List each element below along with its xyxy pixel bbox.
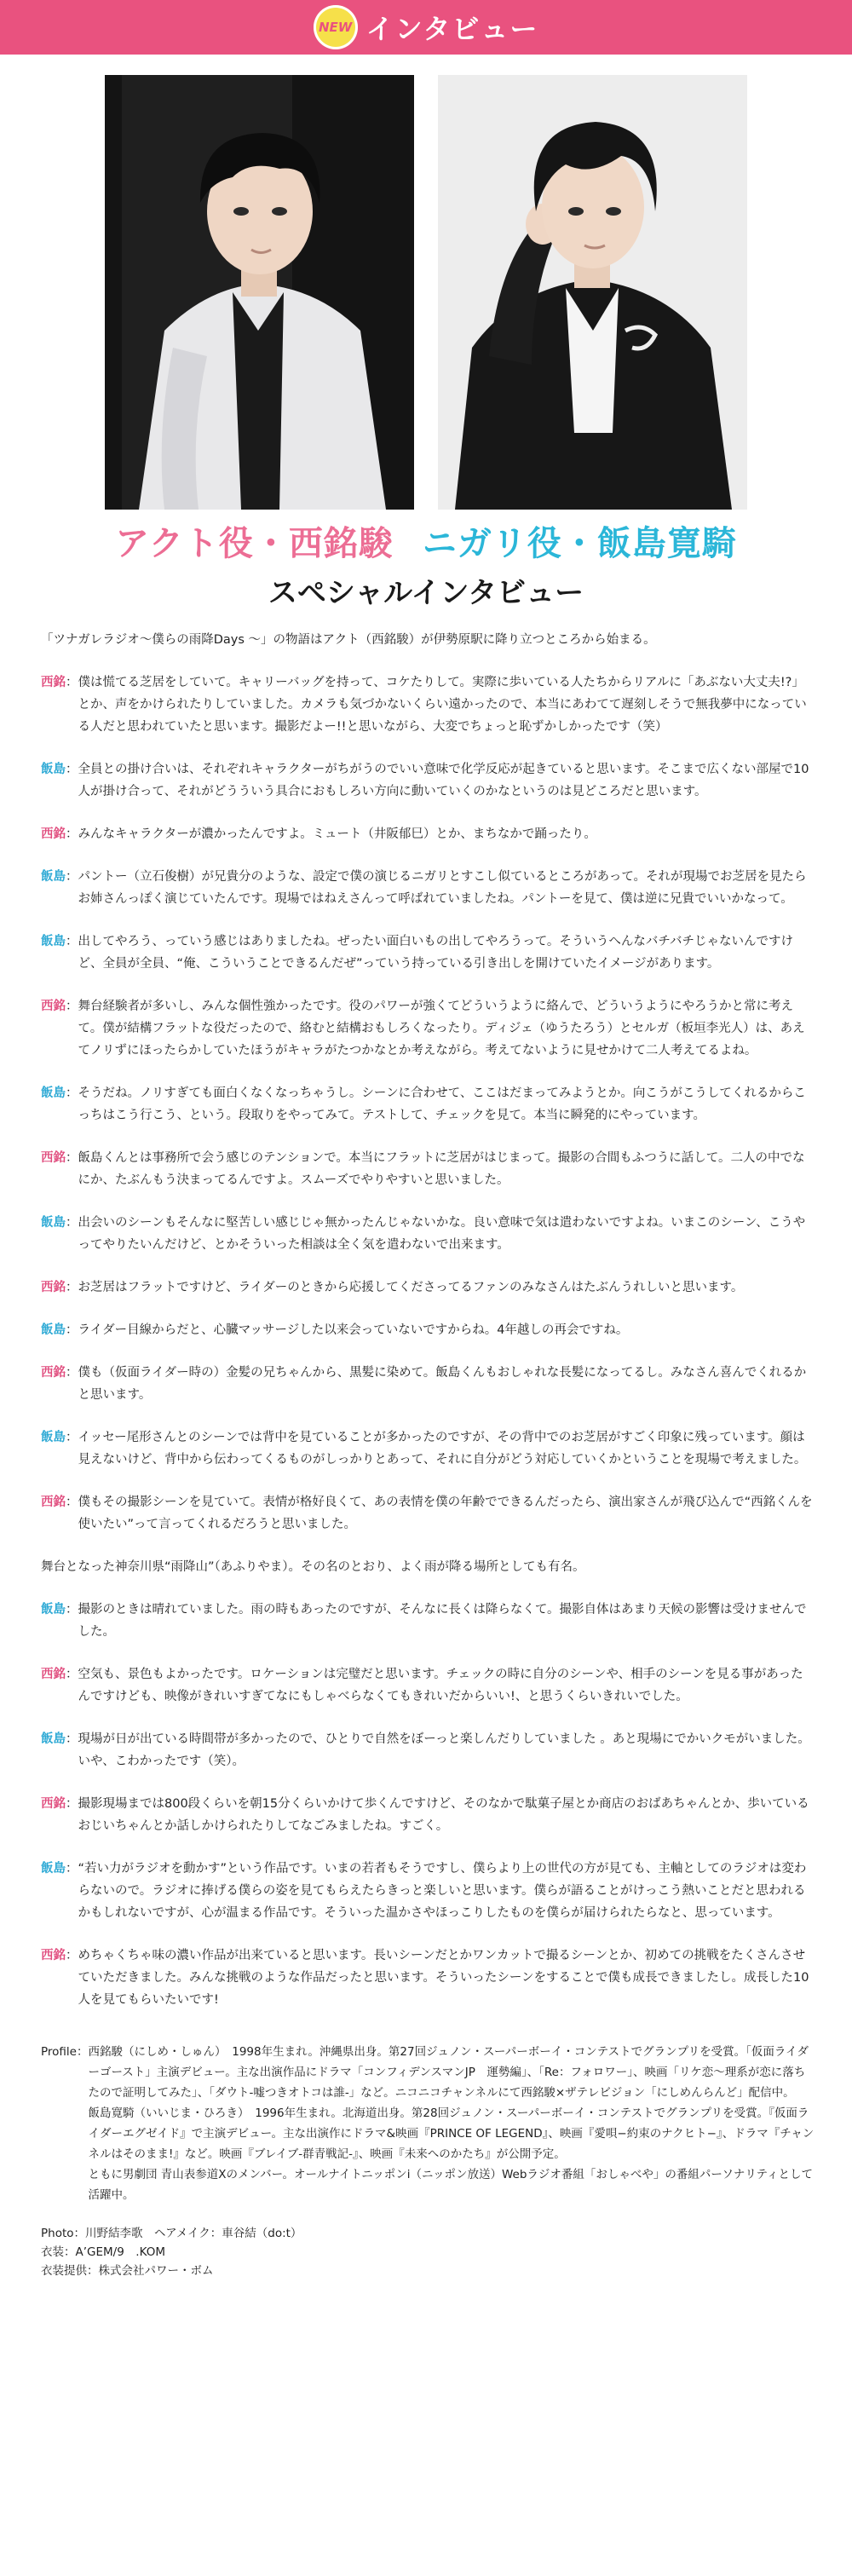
- answer-text: 出会いのシーンもそんなに堅苦しい感じじゃ無かったんじゃないかな。良い意味で気は遣わないですよね。いまこのシーン、こうやってやりたいんだけど、とかそういった相談は全く気を遣わないで出来ます。: [78, 1216, 806, 1252]
- speaker-label: 飯島: [41, 935, 66, 948]
- answer-text: イッセー尾形さんとのシーンでは背中を見ていることが多かったのですが、その背中でのお芝居がすごく印象に残っています。顔は見えないけど、背中から伝わってくるものがしっかりとあって、それに自分がどう対応していくかということを現場で考えました。: [78, 1431, 807, 1467]
- qa-item: [41, 1858, 815, 1924]
- credit-line: Photo：川野結李歌 ヘアメイク：車谷結（do:t）: [41, 2227, 302, 2240]
- speaker-label: 西銘: [41, 1151, 66, 1165]
- qa-item: [41, 1212, 815, 1256]
- qa-item: [41, 823, 815, 845]
- profile-block: [41, 2042, 815, 2205]
- speaker-label: 飯島: [41, 1216, 66, 1230]
- section-header: [0, 0, 852, 55]
- speaker-label: 西銘: [41, 1797, 66, 1811]
- speaker-colon: ：: [66, 827, 78, 841]
- answer-text: そうだね。ノリすぎても面白くなくなっちゃうし。シーンに合わせて、ここはだまってみようとか。向こうがこうしてくれるからこっちはこう行こう、という。段取りをやってみて。テストして、チェックを見て。本当に瞬発的にやっています。: [78, 1086, 806, 1122]
- speaker-label: 西銘: [41, 1668, 66, 1681]
- speaker-label: 飯島: [41, 1431, 66, 1444]
- qa-item: [41, 866, 815, 910]
- speaker-label: 西銘: [41, 1949, 66, 1962]
- speaker-label: 西銘: [41, 1495, 66, 1509]
- qa-item: [41, 1319, 815, 1341]
- qa-item: [41, 931, 815, 975]
- qa-item: [41, 995, 815, 1062]
- answer-text: 僕もその撮影シーンを見ていて。表情が格好良くて、あの表情を僕の年齢でできるんだったら、演出家さんが飛び込んで“西銘くんを使いたい”って言ってくれるだろうと思いました。: [78, 1495, 813, 1531]
- speaker-label: 飯島: [41, 1603, 66, 1616]
- speaker-colon: ：: [66, 1603, 78, 1616]
- header-inner: [314, 5, 539, 49]
- qa-item: [41, 671, 815, 738]
- hero-photos: [105, 75, 747, 510]
- speaker-colon: ：: [66, 1495, 78, 1509]
- answer-text: 現場が日が出ている時間帯が多かったので、ひとりで自然をぼーっと楽しんだりしていました 。あと現場にでかいクモがいました。いや、こわかったです（笑）。: [78, 1732, 810, 1768]
- speaker-label: 西銘: [41, 1366, 66, 1380]
- answer-text: みんなキャラクターが濃かったんですよ。ミュート（井阪郁巳）とか、まちなかで踊ったり。: [78, 827, 596, 841]
- answer-text: 舞台経験者が多いし、みんな個性強かったです。役のパワーが強くてどういうように絡んで、どういうようにやろうかと常に考えて。僕が結構フラットな役だったので、絡むと結構おもしろくなったり。ディジェ（ゆうたろう）とセルガ（板垣李光人）は、あえてノリずにほったらかしていたほうがキャラがたつかなとか考えながら。考えてないように見せかけて二人考えてるよね。: [78, 1000, 805, 1057]
- photo-iijima: [438, 75, 747, 510]
- speaker-colon: ：: [66, 935, 78, 948]
- credits-block: [41, 2224, 815, 2280]
- profile-body: [88, 2042, 815, 2205]
- speaker-label: 飯島: [41, 1732, 66, 1746]
- speaker-colon: ：: [66, 1000, 78, 1013]
- speaker-label: 西銘: [41, 827, 66, 841]
- qa-item: [41, 1663, 815, 1708]
- portrait-illustration-left: [105, 75, 414, 510]
- speaker-colon: ：: [66, 1797, 78, 1811]
- answer-text: “若い力がラジオを動かす”という作品です。いまの若者もそうですし、僕らより上の世代の方が見ても、主軸としてのラジオは変わらないので。ラジオに捧げる僕らの姿を見てもらえたらきっと楽しいと思います。僕らが語ることがけっこう熱いことだと思われるかもしれないですが、心が温まる作品です。そういった温かさやほっこりしたものを僕らが届けられたらなと、思っています。: [78, 1862, 807, 1920]
- speaker-colon: ：: [66, 1216, 78, 1230]
- profile-label: Profile：: [41, 2045, 89, 2059]
- speaker-colon: ：: [66, 1668, 78, 1681]
- answer-text: ライダー目線からだと、心臓マッサージした以来会っていないですからね。4年越しの再会ですね。: [78, 1323, 629, 1337]
- speaker-label: 西銘: [41, 1000, 66, 1013]
- speaker-label: 飯島: [41, 763, 66, 776]
- qa-item: [41, 1491, 815, 1536]
- interlude-paragraph: 舞台となった神奈川県“雨降山”（あふりやま）。その名のとおり、よく雨が降る場所としても有名。: [41, 1560, 585, 1574]
- qa-item: [41, 1728, 815, 1772]
- answer-text: 僕は慌てる芝居をしていて。キャリーバッグを持って、コケたりして。実際に歩いている人たちからリアルに「あぶない大丈夫!?」とか、声をかけられたりしていました。カメラも気づかないくらい遠かったので、本当にあわてて遅刻しそうで無我夢中になっている人だと思われていたと思います。撮影だよー!!と思いながら、大変でちょっと恥ずかしかったです（笑）: [78, 676, 807, 734]
- qa-item: [41, 1426, 815, 1471]
- answer-text: 空気も、景色もよかったです。ロケーションは完璧だと思います。チェックの時に自分のシーンや、相手のシーンを見る事があったんですけども、映像がきれいすぎてなにもしゃべらなくてもきれいだからいい!、と思うくらいきれいでした。: [78, 1668, 803, 1703]
- role-heading: [0, 516, 852, 565]
- speaker-colon: ：: [66, 1862, 78, 1876]
- role-iijima: ニガリ役・飯島寛騎: [422, 524, 737, 563]
- answer-text: めちゃくちゃ味の濃い作品が出来ていると思います。長いシーンだとかワンカットで撮るシーンとか、初めての挑戦をたくさんさせていただきました。みんな挑戦のような作品だったと思います。そういったシーンをすることで僕も成長できましたし。成長した10人を見てもらいたいです!: [78, 1949, 809, 2007]
- portrait-illustration-right: [438, 75, 747, 510]
- speaker-colon: ：: [66, 1431, 78, 1444]
- answer-text: 出してやろう、っていう感じはありましたね。ぜったい面白いもの出してやろうって。そういうへんなバチバチじゃないんですけど、全員が全員、“俺、こういうことできるんだぜ”っていう持っている引き出しを開けていたイメージがあります。: [78, 935, 794, 971]
- speaker-label: 西銘: [41, 1281, 66, 1294]
- speaker-label: 飯島: [41, 1862, 66, 1876]
- speaker-label: 飯島: [41, 870, 66, 884]
- special-interview-title: スペシャルインタビュー: [268, 576, 584, 610]
- speaker-colon: ：: [66, 763, 78, 776]
- speaker-colon: ：: [66, 1949, 78, 1962]
- answer-text: 僕も（仮面ライダー時の）金髪の兄ちゃんから、黒髪に染めて。飯島くんもおしゃれな長髪になってるし。みなさん喜んでくれるかと思います。: [78, 1366, 807, 1402]
- qa-item: [41, 758, 815, 803]
- profile-iijima: 飯島寛騎（いいじま・ひろき） 1996年生まれ。北海道出身。第28回ジュノン・スーパーボーイ・コンテストでグランプリを受賞。『仮面ライダーエグゼイド』で主演デビュー。主な出演作にドラマ&映画『PRINCE OF LEGEND』、映画『愛唄−約束のナクヒト−』、ドラマ『チャンネルはそのまま!』など。映画『ブレイブ-群青戦記-』、映画『未来へのかたち』が公開予定。: [88, 2106, 815, 2161]
- credit-line: 衣装：A’GEM/9 .KOM: [41, 2245, 165, 2259]
- qa-item: [41, 1945, 815, 2011]
- profile-nishime: 西銘駿（にしめ・しゅん） 1998年生まれ。沖縄県出身。第27回ジュノン・スーパーボーイ・コンテストでグランプリを受賞。「仮面ライダーゴースト」主演デビュー。主な出演作品にドラマ「コンフィデンスマンJP 運勢編」、「Re：フォロワー」、映画「リケ恋〜理系が恋に落ちたので証明してみた」、「ダウト-嘘つきオトコは誰-」など。ニコニコチャンネルにて西銘駿×ザテレビジョン「にしめんらんど」配信中。: [88, 2045, 809, 2100]
- speaker-colon: ：: [66, 1086, 78, 1100]
- speaker-colon: ：: [66, 870, 78, 884]
- intro-paragraph: 「ツナガレラジオ〜僕らの雨降Days 〜」の物語はアクト（西銘駿）が伊勢原駅に降り立つところから始まる。: [41, 633, 656, 647]
- interview-article: [41, 629, 815, 2280]
- speaker-colon: ：: [66, 676, 78, 689]
- speaker-label: 飯島: [41, 1323, 66, 1337]
- role-nishime: アクト役・西銘駿: [115, 524, 394, 563]
- profile-group: ともに男劇団 青山表参道Xのメンバー。オールナイトニッポンi（ニッポン放送）Webラジオ番組「おしゃべや」の番組パーソナリティとして活躍中。: [88, 2168, 813, 2202]
- speaker-colon: ：: [66, 1732, 78, 1746]
- speaker-label: 西銘: [41, 676, 66, 689]
- speaker-colon: ：: [66, 1323, 78, 1337]
- answer-text: 飯島くんとは事務所で会う感じのテンションで。本当にフラットに芝居がはじまって。撮影の合間もふつうに話して。二人の中でなにか、たぶんもう決まってるんですよ。スムーズでやりやすいと思いました。: [78, 1151, 805, 1187]
- photo-nishime: [105, 75, 414, 510]
- credit-line: 衣装提供：株式会社パワー・ボム: [41, 2264, 214, 2278]
- qa-item: [41, 1599, 815, 1643]
- answer-text: パントー（立石俊樹）が兄貴分のような、設定で僕の演じるニガリとすこし似ているところがあって。それが現場でお芝居を見たらお姉さんっぽく演じていたんです。現場ではねえさんって呼ばれていましたね。パントーを見て、僕は逆に兄貴でいいかなって。: [78, 870, 807, 906]
- qa-item: [41, 1147, 815, 1191]
- speaker-colon: ：: [66, 1281, 78, 1294]
- answer-text: 全員との掛け合いは、それぞれキャラクターがちがうのでいい意味で化学反応が起きていると思います。そこまで広くない部屋で10人が掛け合って、それがどうういう具合におもしろい方向に動いていくのかなというのは見どころだと思います。: [78, 763, 809, 798]
- answer-text: 撮影現場までは800段くらいを朝15分くらいかけて歩くんですけど、そのなかで駄菓子屋とか商店のおばあちゃんとか、歩いているおじいちゃんとか話しかけられたりしてなごみましたね。すごく。: [78, 1797, 809, 1833]
- qa-item: [41, 1362, 815, 1406]
- speaker-colon: ：: [66, 1151, 78, 1165]
- qa-item: [41, 1082, 815, 1127]
- qa-item: [41, 1276, 815, 1299]
- speaker-colon: ：: [66, 1366, 78, 1380]
- answer-text: 撮影のときは晴れていました。雨の時もあったのですが、そんなに長くは降らなくて。撮影自体はあまり天候の影響は受けませんでした。: [78, 1603, 807, 1639]
- section-title: インタビュー: [366, 13, 539, 45]
- new-badge-icon: NEW: [314, 5, 358, 49]
- qa-item: [41, 1793, 815, 1837]
- answer-text: お芝居はフラットですけど、ライダーのときから応援してくださってるファンのみなさんはたぶんうれしいと思います。: [78, 1281, 744, 1294]
- speaker-label: 飯島: [41, 1086, 66, 1100]
